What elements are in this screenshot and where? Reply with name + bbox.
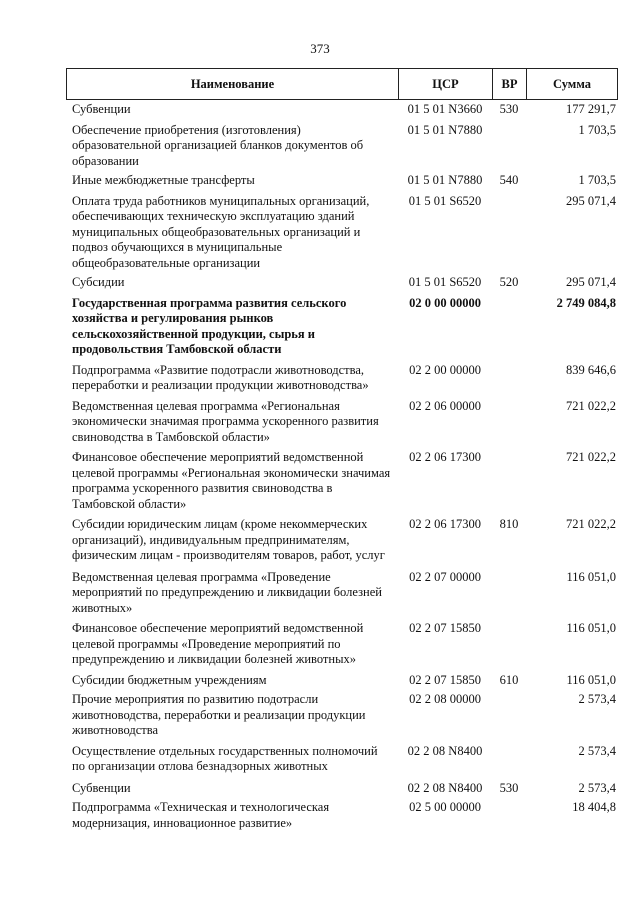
- table-row: [66, 399, 618, 446]
- page-number: 373: [310, 41, 330, 56]
- table-row: [66, 296, 618, 358]
- row-csr: 01 5 01 N7880: [407, 173, 483, 187]
- row-sum: 1 703,5: [578, 173, 616, 187]
- row-csr: 02 2 06 17300: [409, 517, 481, 531]
- row-csr: 02 0 00 00000: [409, 295, 481, 310]
- row-csr: 02 2 07 15850: [409, 621, 481, 635]
- row-name: Субвенции: [72, 780, 131, 795]
- row-name: Финансовое обеспечение мероприятий ведомственной целевой программы «Региональная экономически значимая программа ускоренного развития свиноводства в Тамбовской области»: [72, 450, 391, 511]
- row-vr: [492, 194, 526, 272]
- row-sum: 116 051,0: [566, 672, 616, 687]
- row-name: Субвенции: [72, 102, 131, 116]
- row-name: Субсидии бюджетным учреждениям: [72, 672, 267, 687]
- row-csr: 01 5 01 N3660: [407, 102, 483, 116]
- table-row: [66, 621, 618, 668]
- row-sum: 2 573,4: [578, 692, 616, 706]
- row-vr: [492, 399, 526, 446]
- row-vr: 520: [499, 275, 519, 289]
- row-sum: 295 071,4: [566, 275, 616, 289]
- row-vr: 610: [499, 672, 519, 687]
- row-vr: 540: [499, 173, 519, 187]
- table-row: [66, 123, 618, 170]
- row-vr: 530: [499, 102, 519, 116]
- row-name: Финансовое обеспечение мероприятий ведомственной целевой программы «Проведение мероприятий по предупреждению и ликвидации болезней животных»: [72, 621, 364, 666]
- row-csr: 01 5 01 S6520: [408, 193, 482, 208]
- row-vr: [492, 363, 526, 394]
- row-vr: 810: [499, 517, 519, 531]
- row-csr: 02 2 00 00000: [409, 362, 481, 377]
- row-vr: 530: [499, 780, 519, 795]
- row-name: Обеспечение приобретения (изготовления) образовательной организацией бланков документов об образовании: [72, 122, 364, 168]
- row-sum: 721 022,2: [566, 517, 616, 531]
- table-row: [66, 173, 618, 189]
- row-sum: 1 703,5: [578, 122, 616, 137]
- row-vr: [492, 800, 526, 831]
- table-row: [66, 744, 618, 775]
- table-row: [66, 194, 618, 272]
- table-row: [66, 517, 618, 564]
- row-name: Подпрограмма «Развитие подотрасли животноводства, переработки и реализации продукции животноводства»: [72, 362, 369, 392]
- row-csr: 02 2 06 00000: [409, 398, 481, 413]
- row-csr: 02 2 07 15850: [409, 672, 481, 687]
- row-sum: 177 291,7: [566, 102, 616, 116]
- row-csr: 02 5 00 00000: [409, 800, 481, 814]
- row-csr: 01 5 01 S6520: [408, 275, 482, 289]
- table-row: [66, 781, 618, 797]
- row-sum: 2 573,4: [578, 780, 616, 795]
- row-csr: 02 2 08 N8400: [407, 780, 483, 795]
- row-csr: 02 2 08 N8400: [407, 743, 483, 758]
- row-sum: 116 051,0: [566, 621, 616, 635]
- row-vr: [492, 450, 526, 512]
- row-name: Ведомственная целевая программа «Проведение мероприятий по предупреждению и ликвидации болезней животных»: [72, 569, 382, 615]
- row-sum: 839 646,6: [566, 362, 616, 377]
- row-sum: 2 749 084,8: [556, 295, 616, 310]
- row-vr: [492, 123, 526, 170]
- row-name: Иные межбюджетные трансферты: [72, 173, 255, 187]
- row-sum: 295 071,4: [566, 193, 616, 208]
- row-vr: [492, 570, 526, 617]
- row-name: Подпрограмма «Техническая и технологическая модернизация, инновационное развитие»: [72, 800, 330, 830]
- row-csr: 02 2 08 00000: [409, 692, 481, 706]
- header-vr: ВР: [493, 69, 527, 99]
- table-row: [66, 102, 618, 118]
- row-name: Субсидии: [72, 275, 125, 289]
- row-csr: 02 2 07 00000: [409, 569, 481, 584]
- row-vr: [492, 296, 526, 358]
- header-csr: ЦСР: [399, 69, 493, 99]
- row-vr: [492, 692, 526, 739]
- table-row: [66, 692, 618, 739]
- row-name: Государственная программа развития сельского хозяйства и регулирования рынков сельскохозяйственной продукции, сырья и продовольствия Тамбовской области: [72, 295, 347, 356]
- table-row: [66, 275, 618, 291]
- row-sum: 18 404,8: [572, 800, 616, 814]
- row-vr: [492, 621, 526, 668]
- table-row: [66, 570, 618, 617]
- header-sum: Сумма: [553, 76, 591, 91]
- table-row: [66, 450, 618, 512]
- row-vr: [492, 744, 526, 775]
- row-name: Ведомственная целевая программа «Региональная экономически значимая программа ускоренного развития свиноводства в Тамбовской области»: [72, 398, 379, 444]
- row-name: Субсидии юридическим лицам (кроме некоммерческих организаций), индивидуальным предпринимателям, физическим лицам - производителям товаров, работ, услуг: [72, 517, 385, 562]
- table-header: [66, 68, 618, 100]
- table-row: [66, 800, 618, 831]
- table-row: [66, 363, 618, 394]
- row-sum: 721 022,2: [566, 450, 616, 464]
- row-name: Оплата труда работников муниципальных организаций, обеспечивающих техническую эксплуатацию зданий муниципальных общеобразовательных организаций и подвоз обучающихся в муниципальные общеобразовательные организации: [72, 193, 370, 270]
- row-name: Осуществление отдельных государственных полномочий по организации отлова безнадзорных животных: [72, 743, 378, 773]
- row-sum: 721 022,2: [566, 398, 616, 413]
- row-sum: 2 573,4: [578, 743, 616, 758]
- row-csr: 02 2 06 17300: [409, 450, 481, 464]
- row-csr: 01 5 01 N7880: [407, 122, 483, 137]
- row-sum: 116 051,0: [566, 569, 616, 584]
- row-name: Прочие мероприятия по развитию подотрасли животноводства, переработки и реализации продукции животноводства: [72, 692, 366, 737]
- table-body: [66, 102, 618, 831]
- table-row: [66, 673, 618, 689]
- header-name: Наименование: [67, 69, 399, 99]
